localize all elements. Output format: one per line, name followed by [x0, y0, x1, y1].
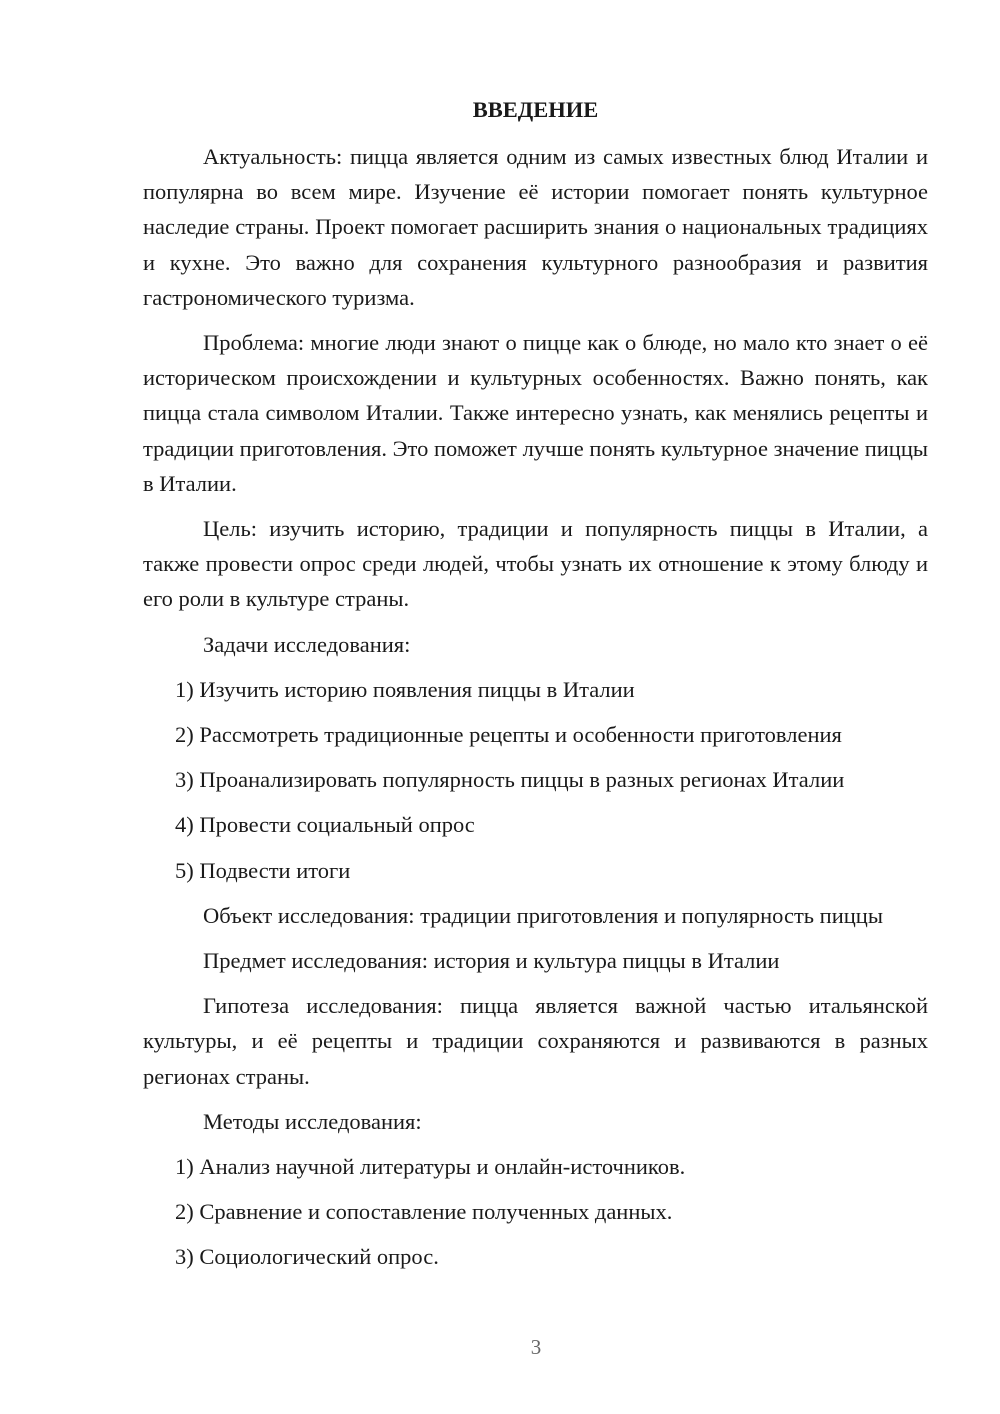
document-page [143, 92, 928, 1285]
goal-paragraph: Цель: изучить историю, традиции и популярность пиццы в Италии, а также провести опрос среди людей, чтобы узнать их отношение к этому блюду и его роли в культуре страны. [143, 516, 928, 612]
list-item: 5) Подвести итоги [175, 857, 351, 883]
tasks-title: Задачи исследования: [203, 631, 411, 657]
list-item: 1) Изучить историю появления пиццы в Италии [175, 676, 635, 702]
hypothesis-paragraph: Гипотеза исследования: пицца является важной частью итальянской культуры, и её рецепты и традиции сохраняются и развиваются в разных регионах страны. [143, 993, 928, 1089]
relevance-paragraph: Актуальность: пицца является одним из самых известных блюд Италии и популярна во всем мире. Изучение её истории помогает понять культурное наследие страны. Проект помогает расширить знания о национальных традициях и кухне. Это важно для сохранения культурного разнообразия и развития гастрономического туризма. [143, 144, 928, 310]
list-item: 2) Сравнение и сопоставление полученных данных. [175, 1199, 673, 1225]
methods-title: Методы исследования: [203, 1108, 422, 1134]
subject-paragraph: Предмет исследования: история и культура пиццы в Италии [203, 948, 780, 974]
list-item: 3) Проанализировать популярность пиццы в разных регионах Италии [175, 767, 845, 793]
list-item: 3) Социологический опрос. [175, 1244, 439, 1270]
object-paragraph: Объект исследования: традиции приготовления и популярность пиццы [203, 902, 883, 928]
list-item: 1) Анализ научной литературы и онлайн-источников. [175, 1154, 686, 1180]
methods-list [143, 1149, 928, 1275]
list-item: 4) Провести социальный опрос [175, 812, 475, 838]
tasks-list [143, 672, 928, 888]
list-item: 2) Рассмотреть традиционные рецепты и особенности приготовления [175, 722, 842, 748]
page-number: 3 [530, 1335, 542, 1359]
page-title: ВВЕДЕНИЕ [472, 97, 599, 122]
problem-paragraph: Проблема: многие люди знают о пицце как о блюде, но мало кто знает о её историческом происхождении и культурных особенностях. Важно понять, как пицца стала символом Италии. Также интересно узнать, как менялись рецепты и традиции приготовления. Это поможет лучше понять культурное значение пиццы в Италии. [143, 330, 928, 496]
